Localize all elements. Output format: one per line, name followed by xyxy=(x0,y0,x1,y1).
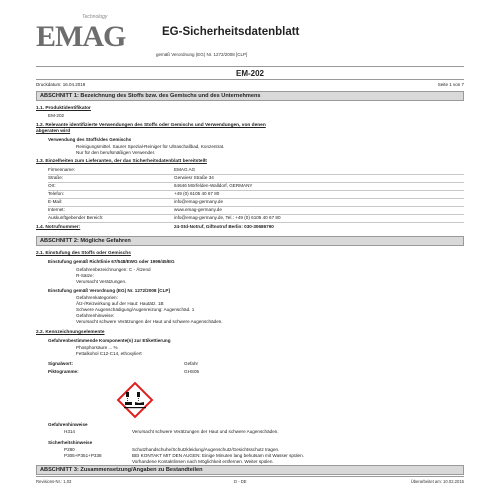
precautionary-label: Sicherheitshinweise xyxy=(48,440,93,445)
product-identifier: EM-202 xyxy=(48,113,65,118)
clp-line: Schwere Augenschädigung/Augenreizung: Augenschäd. 1 xyxy=(76,307,195,312)
supplier-value: Gerwiesr Straße 34 xyxy=(174,175,214,180)
divider xyxy=(48,222,464,223)
supplier-label: Internet: xyxy=(48,207,65,212)
logo-tagline: Technology xyxy=(82,14,108,20)
precaution-text: Schutzhandschuhe/Schutzkleidung/Augenschutz/Gesichtsschutz tragen. xyxy=(132,447,280,452)
clp-classification-label: Einstufung gemäß Verordnung (EG) Nr. 1272/2008 [CLP] xyxy=(48,288,171,293)
document-title: EG-Sicherheitsdatenblatt xyxy=(162,26,300,38)
supplier-value: +49 (0) 6105 40 67 80 xyxy=(174,191,220,196)
supplier-value: info@emag-germany.de, Tel.: +49 (0) 6105 40 67 80 xyxy=(174,215,281,220)
page-number: Seite 1 von 7 xyxy=(437,82,464,87)
eu-line: R-Sätze: xyxy=(76,273,94,278)
section-3-header: ABSCHNITT 3: Zusammensetzung/Angaben zu Bestandteilen xyxy=(36,465,464,475)
section-2-1-heading: 2.1. Einstufung des Stoffs oder Gemischs xyxy=(36,251,131,256)
pictogram-code: GHS05 xyxy=(184,369,200,374)
footer-revision: Revisions-Nr.: 1,03 xyxy=(36,479,72,484)
signal-word-value: Gefahr xyxy=(184,361,199,366)
supplier-value: EMAG AG xyxy=(174,167,196,172)
section-1-3-heading: 1.3. Einzelheiten zum Lieferanten, der das Sicherheitsdatenblatt bereitstellt xyxy=(36,159,207,164)
eu-line: Verursacht Verätzungen. xyxy=(76,279,127,284)
supplier-value: www.emag-germany.de xyxy=(174,207,222,212)
section-1-header: ABSCHNITT 1: Bezeichnung des Stoffs bzw. des Gemischs und des Unternehmens xyxy=(36,91,464,101)
divider xyxy=(48,174,464,175)
precaution-code: P305+P351+P338 xyxy=(64,453,102,458)
precaution-code: P280 xyxy=(64,447,75,452)
section-2-header: ABSCHNITT 2: Mögliche Gefahren xyxy=(36,236,464,246)
use-line-1: Reinigungsmittel. Saurer Spezial-Reiniger für Ultraschallbad, Konzentrat. xyxy=(76,144,225,149)
footer-revised-date: Überarbeitet am: 10.02.2015 xyxy=(410,479,464,484)
use-line-2: Nur für den berufsmäßigen Verwender. xyxy=(76,150,156,155)
divider xyxy=(48,190,464,191)
pictograms-label: Piktogramme: xyxy=(48,369,79,374)
supplier-label: Ort: xyxy=(48,183,56,188)
precaution-text: BEI KONTAKT MIT DEN AUGEN: Einige Minuten lang behutsam mit Wasser spülen. xyxy=(132,453,304,458)
use-label: Verwendung des Stoffs/des Gemischs xyxy=(48,137,132,142)
supplier-label: Straße: xyxy=(48,175,64,180)
section-2-2-heading: 2.2. Kennzeichnungselemente xyxy=(36,330,105,335)
signal-word-label: Signalwort: xyxy=(48,361,74,366)
emag-logo xyxy=(36,14,136,54)
emergency-number: 24-Std-Notruf, Giftnotruf Berlin: 030-30686790 xyxy=(174,224,274,229)
hazard-statements-label: Gefahrenhinweise xyxy=(48,422,88,427)
divider xyxy=(48,206,464,207)
supplier-label: Firmenname: xyxy=(48,167,76,172)
hazard-text: Verursacht schwere Verätzungen der Haut und schwere Augenschäden. xyxy=(132,429,279,434)
label-components-heading: Gefahrenbestimmende Komponente(n) zur Etikettierung xyxy=(48,338,171,343)
document-subtitle: gemäß Verordnung (EG) Nr. 1272/2008 [CLP] xyxy=(156,52,248,57)
eu-line: Gefahrenbezeichnungen: C - Ätzend xyxy=(76,267,151,272)
supplier-label: Telefon: xyxy=(48,191,65,196)
footer-language: D - DE xyxy=(234,479,247,484)
component: Fettalkohol C12-C14, ethoxyliert xyxy=(76,351,142,356)
supplier-value: 64646 Mörfelden-Walldorf, GERMANY xyxy=(174,183,253,188)
section-1-2-heading: 1.2. Relevante identifizierte Verwendungen des Stoffs oder Gemischs und Verwendungen, von denen xyxy=(36,123,266,128)
section-1-2-heading-cont: abgeraten wird xyxy=(36,129,71,134)
sds-page xyxy=(36,12,464,488)
logo-text: EMAG xyxy=(36,20,126,53)
footer-divider xyxy=(36,476,464,477)
precaution-text: Vorhandene Kontaktlinsen nach Möglichkeit entfernen. Weiter spülen. xyxy=(132,459,274,464)
section-1-4-label: 1.4. Notrufnummer: xyxy=(36,225,81,230)
supplier-label: Auskunftgebender Bereich: xyxy=(48,215,104,220)
product-bar xyxy=(36,66,464,80)
supplier-value: info@emag-germany.de xyxy=(174,199,224,204)
clp-line: Gefahrenhinweise: xyxy=(76,313,115,318)
eu-classification-label: Einstufung gemäß Richtlinie 67/548/EWG oder 1999/45/EG xyxy=(48,259,175,264)
product-name: EM-202 xyxy=(235,69,264,78)
hazard-code: H314 xyxy=(64,429,75,434)
section-1-1-heading: 1.1. Produktidentifikator xyxy=(36,106,91,111)
clp-line: Verursacht schwere Verätzungen der Haut und schwere Augenschäden. xyxy=(76,319,223,324)
clp-line: Ätz-/Reizwirkung auf der Haut: Hautätz. 1B xyxy=(76,301,164,306)
divider xyxy=(48,198,464,199)
supplier-label: E-Mail: xyxy=(48,199,63,204)
print-date: Druckdatum: 16.04.2019 xyxy=(36,82,86,87)
corrosion-icon xyxy=(118,383,152,417)
component: Phosphorsäure ... % xyxy=(76,345,118,350)
clp-line: Gefahrenkategorien: xyxy=(76,295,118,300)
divider xyxy=(48,182,464,183)
